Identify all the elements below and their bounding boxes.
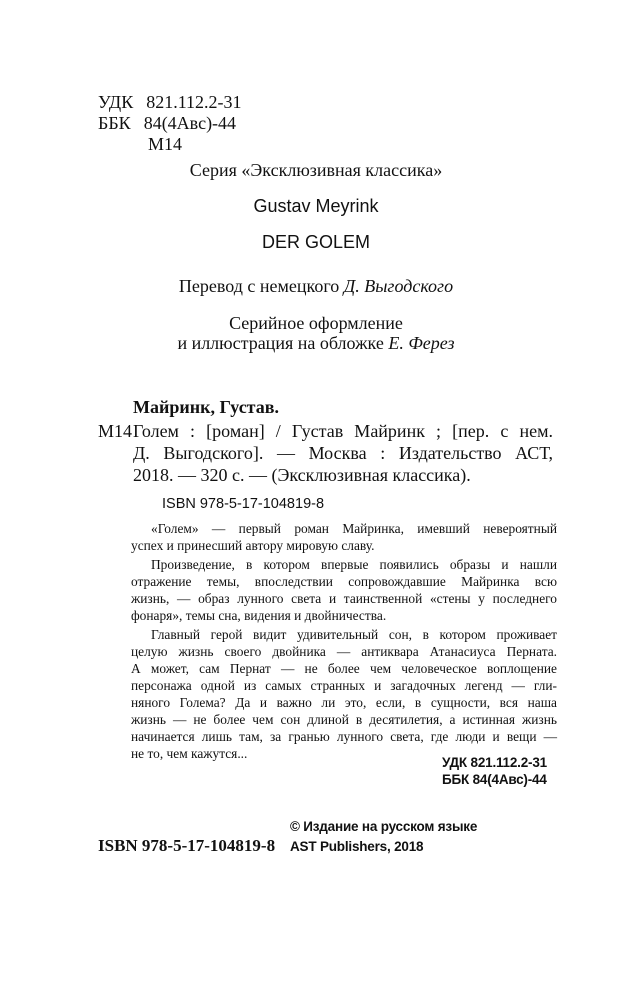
annotation-line: А может, сам Пернат — не более чем человеческое воплощение — [131, 661, 557, 676]
annotation-line: няного Голема? Да и важно ли это, если, в сущности, вся наша — [131, 695, 557, 710]
design-line-1: Серийное оформление — [229, 313, 403, 333]
bbk-label: ББК — [98, 113, 131, 133]
annotation-line: жизнь, — образ лунного света и таинственной «стены у последнего — [131, 591, 557, 606]
annotation-line: целую жизнь своего двойника — антиквара Атанасиуса Перната. — [131, 644, 557, 659]
translation-prefix: Перевод с немецкого — [178, 276, 340, 296]
original-title: DER GOLEM — [261, 232, 371, 252]
translator-name: Д. Выгодского — [343, 276, 454, 296]
bbk-row — [98, 113, 236, 133]
footer-udk: УДК 821.112.2-31 — [442, 755, 547, 770]
original-author: Gustav Meyrink — [253, 196, 379, 216]
annotation-line: Главный герой видит удивительный сон, в котором проживает — [151, 627, 557, 642]
footer-copyright-1: © Издание на русском языке — [290, 819, 478, 834]
annotation-line: начинается лишь там, за гранью лунного света, где люди и вещи — — [131, 729, 557, 744]
annotation-line: фонаря», темы сна, видения и двойничества. — [131, 608, 387, 623]
bib-line-1: Голем : [роман] / Густав Майринк ; [пер. с нем. — [133, 421, 553, 441]
udk-row — [98, 92, 242, 112]
series-line: Серия «Эксклюзивная классика» — [189, 160, 443, 180]
annotation-line: «Голем» — первый роман Майринка, имевший невероятный — [151, 521, 557, 536]
designer-name: Е. Ферез — [388, 333, 455, 353]
bbk-value: 84(4Авс)-44 — [143, 113, 237, 133]
udk-value: 821.112.2-31 — [146, 92, 242, 112]
annotation-line: персонажа одной из самых странных и загадочных легенд — гли- — [131, 678, 557, 693]
bib-author-heading: Майринк, Густав. — [133, 397, 279, 417]
bib-mark: М14 — [98, 421, 133, 441]
footer-isbn: ISBN 978-5-17-104819-8 — [98, 836, 276, 855]
udk-label: УДК — [98, 92, 134, 112]
annotation-line: не то, чем кажутся... — [131, 746, 248, 761]
bib-line-2: Д. Выгодского]. — Москва : Издательство АСТ, — [133, 443, 553, 463]
translation-line — [0, 276, 632, 296]
design-prefix: и иллюстрация на обложке — [177, 333, 384, 353]
annotation-line: отражение темы, впоследствии сопровождавшие Майринка всю — [131, 574, 557, 589]
author-mark: М14 — [148, 134, 183, 154]
annotation-line: жизнь — не более чем сон длиной в десятилетия, а истинная жизнь — [131, 712, 557, 727]
footer-copyright-2: AST Publishers, 2018 — [290, 839, 424, 854]
design-line-2 — [0, 333, 632, 353]
bib-isbn: ISBN 978-5-17-104819-8 — [162, 496, 325, 512]
annotation-line: успех и принесший автору мировую славу. — [131, 538, 375, 553]
annotation-line: Произведение, в котором впервые появились образы и нашли — [151, 557, 557, 572]
footer-bbk: ББК 84(4Авс)-44 — [442, 772, 547, 787]
bib-line-3: 2018. — 320 с. — (Эксклюзивная классика). — [133, 465, 471, 485]
